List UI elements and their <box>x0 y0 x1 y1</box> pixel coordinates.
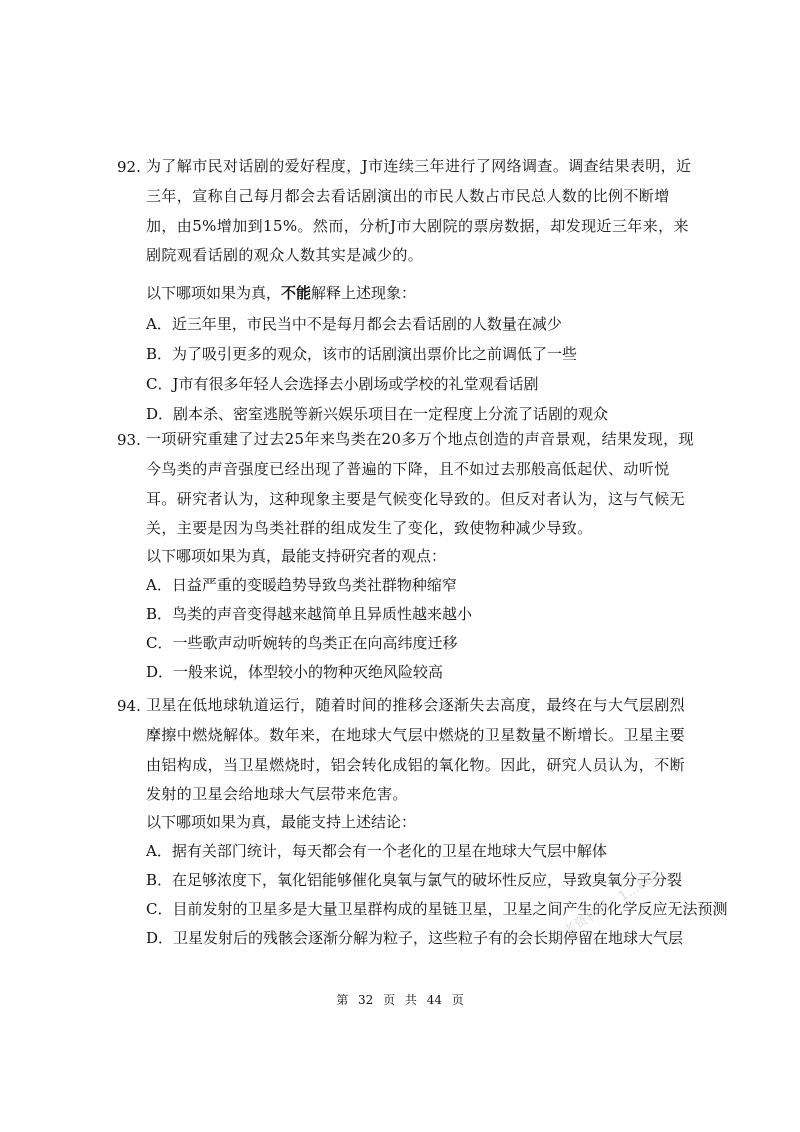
question-prompt <box>146 283 706 303</box>
question-stem: 卫星在低地球轨道运行，随着时间的推移会逐渐失去高度，最终在与大气层剧烈摩擦中燃烧解体。数年来，在地球大气层中燃烧的卫星数量不断增长。卫星主要由铝构成，当卫星燃烧时，铝会转化成铝的氧化物。因此，研究人员认为，不断发射的卫星会给地球大气层带来危害。 <box>146 696 686 804</box>
option-a: A．据有关部门统计，每天都会有一个老化的卫星在地球大气层中解体 <box>146 842 607 860</box>
prompt-text-before: 以下哪项如果为真， <box>146 284 282 302</box>
prompt-text-after: 解释上述现象： <box>311 284 417 302</box>
question-stem: 为了解市民对话剧的爱好程度，J市连续三年进行了网络调查。调查结果表明，近三年，宣称自己每月都会去看话剧演出的市民人数占市民总人数的比例不断增加，由5%增加到15%。然而，分析J市大剧院的票房数据，却发现近三年来，来剧院观看话剧的观众人数其实是减少的。 <box>146 157 692 265</box>
question-prompt: 以下哪项如果为真，最能支持上述结论： <box>146 813 417 831</box>
watermark: 公考资料群：1…862 <box>550 867 664 947</box>
question-number: 94. <box>117 697 141 715</box>
option-a: A．日益严重的变暖趋势导致鸟类社群物种缩窄 <box>146 576 457 594</box>
option-a: A．近三年里，市民当中不是每月都会去看话剧的人数量在减少 <box>146 315 562 333</box>
option-b: B．鸟类的声音变得越来越简单且异质性越来越小 <box>146 605 473 623</box>
question-number: 92. <box>117 158 141 176</box>
prompt-emphasis: 不能 <box>281 284 312 302</box>
option-c: C．目前发射的卫星多是大量卫星群构成的星链卫星，卫星之间产生的化学反应无法预测 <box>146 900 728 918</box>
question-number: 93. <box>117 431 141 449</box>
option-d: D．剧本杀、密室逃脱等新兴娱乐项目在一定程度上分流了话剧的观众 <box>146 405 609 423</box>
page-footer: 第 32 页 共 44 页 <box>336 993 464 1007</box>
question-stem: 一项研究重建了过去25年来鸟类在20多万个地点创造的声音景观，结果发现，现今鸟类的声音强度已经出现了普遍的下降，且不如过去那般高低起伏、动听悦耳。研究者认为，这种现象主要是气候变化导致的。但反对者认为，这与气候无关，主要是因为鸟类社群的组成发生了变化，致使物种减少导致。 <box>146 430 694 538</box>
option-c: C．一些歌声动听婉转的鸟类正在向高纬度迁移 <box>146 634 458 652</box>
option-b: B．在足够浓度下，氧化铝能够催化臭氧与氯气的破坏性反应，导致臭氧分子分裂 <box>146 871 683 889</box>
option-d: D．卫星发射后的残骸会逐渐分解为粒子，这些粒子有的会长期停留在地球大气层 <box>146 929 684 947</box>
option-c: C．J市有很多年轻人会选择去小剧场或学校的礼堂观看话剧 <box>146 375 539 393</box>
option-d: D．一般来说，体型较小的物种灭绝风险较高 <box>146 663 444 681</box>
option-b: B．为了吸引更多的观众，该市的话剧演出票价比之前调低了一些 <box>146 345 578 363</box>
question-prompt: 以下哪项如果为真，最能支持研究者的观点： <box>146 547 447 565</box>
